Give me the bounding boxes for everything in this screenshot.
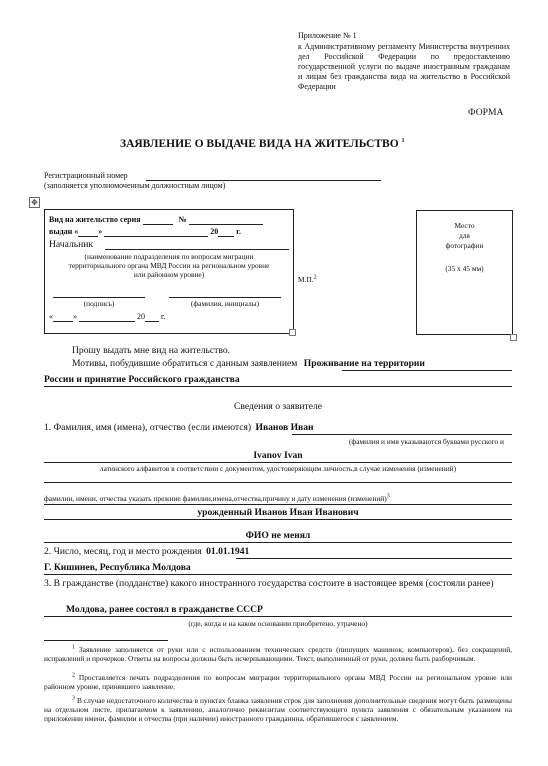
footnote-3-num: 3: [72, 695, 75, 702]
q1-line-3: [44, 482, 512, 483]
photo-line3: фотографии: [445, 241, 484, 250]
q1-note-3: [44, 494, 390, 503]
issued-row: [49, 227, 241, 237]
series-field: [143, 215, 173, 225]
sign-date-close: »: [73, 312, 77, 321]
sign-day-field: [53, 312, 73, 322]
box-resize-handle[interactable]: [289, 329, 296, 336]
photo-box: [416, 210, 513, 335]
q2-row: [44, 546, 249, 558]
footnote-1-num: 1: [72, 644, 75, 651]
sign-date-open: «: [49, 312, 53, 321]
footnote-3-text: В случае недостаточного количества в пунктах бланка заявления строк для заполнения дополнительные сведения могут быть размещены на отдельном листе, прилагаемом к заявлению, аналогично реквизитам соответствующего пункта заявления с обязательным указанием на приложении имени, фамилии и отчества (при наличии) иностранного гражданина, обратившегося с заявлением.: [44, 696, 512, 724]
footnote-separator: [44, 640, 168, 641]
page-title-text: ЗАЯВЛЕНИЕ О ВЫДАЧЕ ВИДА НА ЖИТЕЛЬСТВО: [120, 138, 399, 150]
sign-month-field: [79, 312, 135, 322]
footnote-2: [44, 673, 512, 691]
forma-label: ФОРМА: [468, 107, 504, 118]
appendix-text: к Административному регламенту Министерства внутренних дел Российской Федерации по предоставлению государственной услуги по выдаче иностранным гражданам и лицам без гражданства вида на жительство в Российской Федерации: [298, 42, 510, 91]
reg-label: Регистрационный номер: [44, 171, 128, 180]
q3-label: 3. В гражданстве (подданстве) какого иностранного государства состоите в настоящее время (состояли ранее): [44, 578, 494, 589]
q1-note-2: латинского алфавитов в соответствии с документом, удостоверяющим личность,в случае изменения (изменений): [99, 464, 457, 473]
q2-line-1: [236, 558, 512, 559]
q1-label: 1. Фамилия, имя (имена), отчество (если имеются): [44, 422, 252, 433]
photo-line1: Место: [454, 221, 475, 230]
title-footnote-ref: 1: [401, 138, 405, 145]
photo-size: (35 х 45 мм): [445, 264, 484, 273]
motives-value-1: Проживание на территории: [303, 358, 425, 369]
number-label: №: [178, 215, 187, 224]
signature-caption: (подпись): [83, 299, 115, 308]
q1-note-1: (фамилия и имя указываются буквами русского и: [348, 437, 504, 446]
number-field: [189, 215, 263, 225]
motives-label: Мотивы, побудившие обратиться с данным заявлением: [72, 358, 298, 369]
photo-line2: для: [459, 231, 470, 240]
q1-line-4: [44, 504, 512, 505]
motives-value-2: России и принятие Российского гражданства: [44, 374, 240, 385]
chief-line: [105, 249, 289, 250]
q2-line-2: [44, 574, 512, 575]
q1-value-lat: Ivanov Ivan: [253, 450, 303, 461]
issued-year-prefix: 20: [210, 227, 219, 236]
q2-place: Г. Кишинев, Республика Молдова: [44, 562, 191, 573]
q1-line-5: [44, 519, 512, 520]
q2-date: 01.01.1941: [206, 546, 250, 557]
issuance-box: [44, 209, 294, 334]
mp-footnote-ref: 2: [313, 274, 317, 281]
name-line: [169, 297, 281, 298]
page-title: [120, 137, 450, 151]
q1-note-3-ref: 3: [386, 493, 390, 500]
motives-line-1: [342, 370, 512, 371]
sign-year-prefix: 20: [137, 312, 145, 321]
series-row: [49, 215, 263, 225]
issued-year-suffix: г.: [236, 227, 241, 236]
mp-text: М.П.: [298, 275, 314, 284]
sign-year-field: [145, 312, 159, 322]
issued-day-field: [78, 227, 98, 237]
q1-line-6: [44, 542, 512, 543]
motives-line-2: [44, 386, 512, 387]
series-label: Вид на жительство серия: [49, 215, 141, 224]
request-text: Прошу выдать мне вид на жительство.: [72, 345, 231, 356]
q2-label: 2. Число, месяц, год и место рождения: [44, 546, 202, 557]
q3-value: Молдова, ранее состоял в гражданстве СССР: [66, 604, 263, 615]
footnote-1-text: Заявление заполняется от руки или с использованием технических средств (пишущих машинок, компьютеров), без сокращений, исправлений и прочерков. Ответы на вопросы должны быть исчерпывающими. Текст, выполненный от руки, должен быть разборчивым.: [44, 645, 512, 664]
q1-line-1: [292, 434, 512, 435]
q1-value-ru: Иванов Иван: [255, 422, 314, 433]
appendix-title: Приложение № 1: [298, 31, 357, 40]
chief-row: [49, 239, 93, 251]
table-move-handle-icon[interactable]: ✥: [29, 197, 40, 208]
q3-note: (где, когда и на каком основании приобретено, утрачено): [188, 619, 368, 628]
q1-value-born: урожденный Иванов Иван Иванович: [197, 507, 359, 518]
chief-label: Начальник: [49, 239, 94, 250]
issued-month-field: [104, 227, 208, 237]
issued-year-field: [218, 227, 234, 237]
signature-line: [53, 297, 145, 298]
reg-note: (заполняется уполномоченным должностным лицом): [44, 181, 226, 190]
section-title: Сведения о заявителе: [233, 401, 323, 412]
q1-note-3-text: фамилии, имени, отчества указать прежние фамилии,имена,отчества,причину и дату изменения (изменений): [44, 494, 387, 503]
q1-row: [44, 422, 314, 434]
issued-close-quote: »: [98, 227, 103, 236]
footnote-3: [44, 696, 512, 724]
chief-note: (наименование подразделения по вопросам миграции территориального органа МВД России на региональном уровне или районном уровне): [68, 252, 270, 280]
q1-value-fio: ФИО не менял: [245, 530, 311, 541]
q3-line: [44, 616, 512, 617]
photo-resize-handle[interactable]: [510, 334, 517, 341]
issued-label: выдан «: [49, 227, 79, 236]
sign-year-suffix: г.: [161, 312, 166, 321]
q1-line-2: [44, 462, 512, 463]
footnote-2-num: 2: [72, 672, 75, 679]
motives-row: [72, 358, 425, 370]
footnote-1: [44, 645, 512, 663]
mp-label: [298, 275, 317, 284]
name-caption: (фамилия, инициалы): [190, 299, 260, 308]
sign-date-row: [49, 312, 165, 322]
footnote-2-text: Проставляется печать подразделения по вопросам миграции территориального органа МВД России на региональном уровне или районном уровне, принявшего заявление.: [44, 673, 512, 692]
